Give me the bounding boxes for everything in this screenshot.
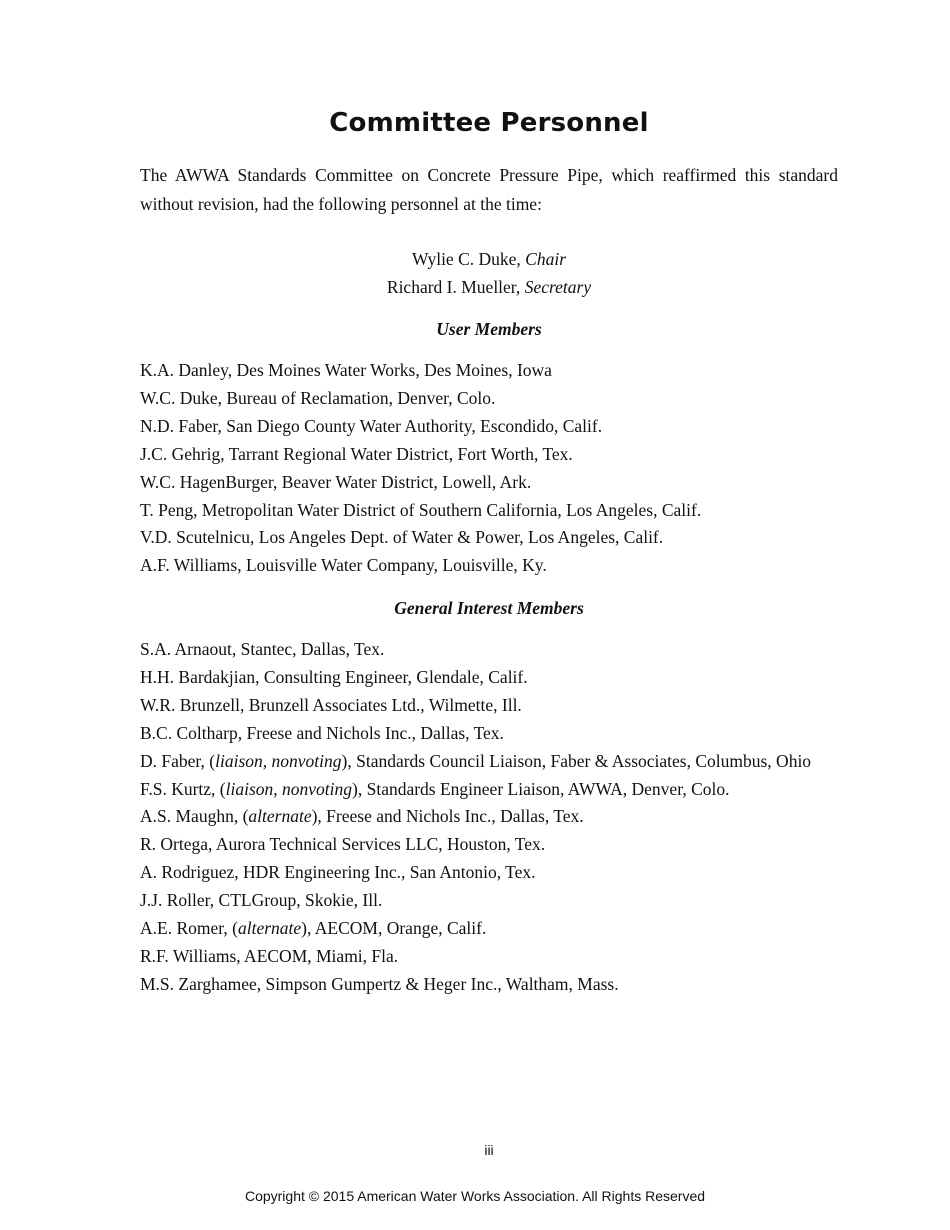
member-item: W.C. Duke, Bureau of Reclamation, Denver, Colo.: [140, 387, 496, 408]
member-affiliation: ), Standards Engineer Liaison, AWWA, Denver, Colo.: [352, 778, 730, 799]
officer-secretary: [0, 273, 950, 301]
member-item: T. Peng, Metropolitan Water District of Southern California, Los Angeles, Calif.: [140, 499, 702, 520]
member-item: [140, 803, 860, 831]
member-item: N.D. Faber, San Diego County Water Authority, Escondido, Calif.: [140, 415, 603, 436]
general-interest-members-heading: General Interest Members: [394, 598, 584, 618]
member-item: M.S. Zarghamee, Simpson Gumpertz & Heger Inc., Waltham, Mass.: [140, 973, 619, 994]
member-item: W.C. HagenBurger, Beaver Water District, Lowell, Ark.: [140, 471, 532, 492]
copyright-notice: Copyright © 2015 American Water Works Association. All Rights Reserved: [244, 1188, 706, 1204]
member-affiliation: ), AECOM, Orange, Calif.: [301, 918, 487, 939]
officer-name: Wylie C. Duke,: [411, 249, 526, 269]
user-members-heading: User Members: [436, 319, 542, 339]
officer-chair: [0, 245, 950, 273]
member-note: liaison, nonvoting: [215, 750, 342, 771]
member-item: A.F. Williams, Louisville Water Company, Louisville, Ky.: [140, 555, 547, 576]
officer-role: Chair: [525, 249, 567, 269]
member-item: K.A. Danley, Des Moines Water Works, Des Moines, Iowa: [140, 360, 552, 380]
user-members-list: [140, 357, 860, 580]
member-item: R.F. Williams, AECOM, Miami, Fla.: [140, 945, 399, 966]
member-name: A.E. Romer, (: [140, 918, 238, 939]
member-name: D. Faber, (: [140, 750, 216, 771]
member-item: [140, 776, 860, 804]
member-name: F.S. Kurtz, (: [140, 778, 226, 799]
member-item: V.D. Scutelnicu, Los Angeles Dept. of Water & Power, Los Angeles, Calif.: [140, 527, 664, 548]
member-item: [140, 915, 860, 943]
officer-name: Richard I. Mueller,: [386, 277, 525, 297]
member-item: J.J. Roller, CTLGroup, Skokie, Ill.: [140, 890, 383, 911]
member-item: S.A. Arnaout, Stantec, Dallas, Tex.: [140, 639, 385, 659]
member-item: R. Ortega, Aurora Technical Services LLC, Houston, Tex.: [140, 834, 546, 855]
member-affiliation: ), Freese and Nichols Inc., Dallas, Tex.: [311, 806, 584, 827]
page-number: iii: [484, 1142, 494, 1158]
member-item: H.H. Bardakjian, Consulting Engineer, Glendale, Calif.: [140, 666, 528, 687]
member-note: alternate: [237, 918, 302, 939]
member-name: A.S. Maughn, (: [140, 806, 249, 827]
member-item: W.R. Brunzell, Brunzell Associates Ltd., Wilmette, Ill.: [140, 694, 522, 715]
member-item: [140, 748, 860, 776]
officer-role: Secretary: [524, 277, 592, 297]
member-affiliation: ), Standards Council Liaison, Faber & Associates, Columbus, Ohio: [341, 750, 812, 771]
member-note: liaison, nonvoting: [225, 778, 353, 799]
page-title: Committee Personnel: [329, 108, 649, 138]
member-item: A. Rodriguez, HDR Engineering Inc., San Antonio, Tex.: [140, 862, 536, 883]
general-interest-members-list: [140, 636, 860, 999]
member-note: alternate: [248, 806, 312, 827]
member-item: B.C. Coltharp, Freese and Nichols Inc., Dallas, Tex.: [140, 722, 504, 743]
member-item: J.C. Gehrig, Tarrant Regional Water District, Fort Worth, Tex.: [140, 443, 573, 464]
intro-paragraph: The AWWA Standards Committee on Concrete Pressure Pipe, which reaffirmed this standard without revision, had the following personnel at the time:: [140, 165, 838, 214]
